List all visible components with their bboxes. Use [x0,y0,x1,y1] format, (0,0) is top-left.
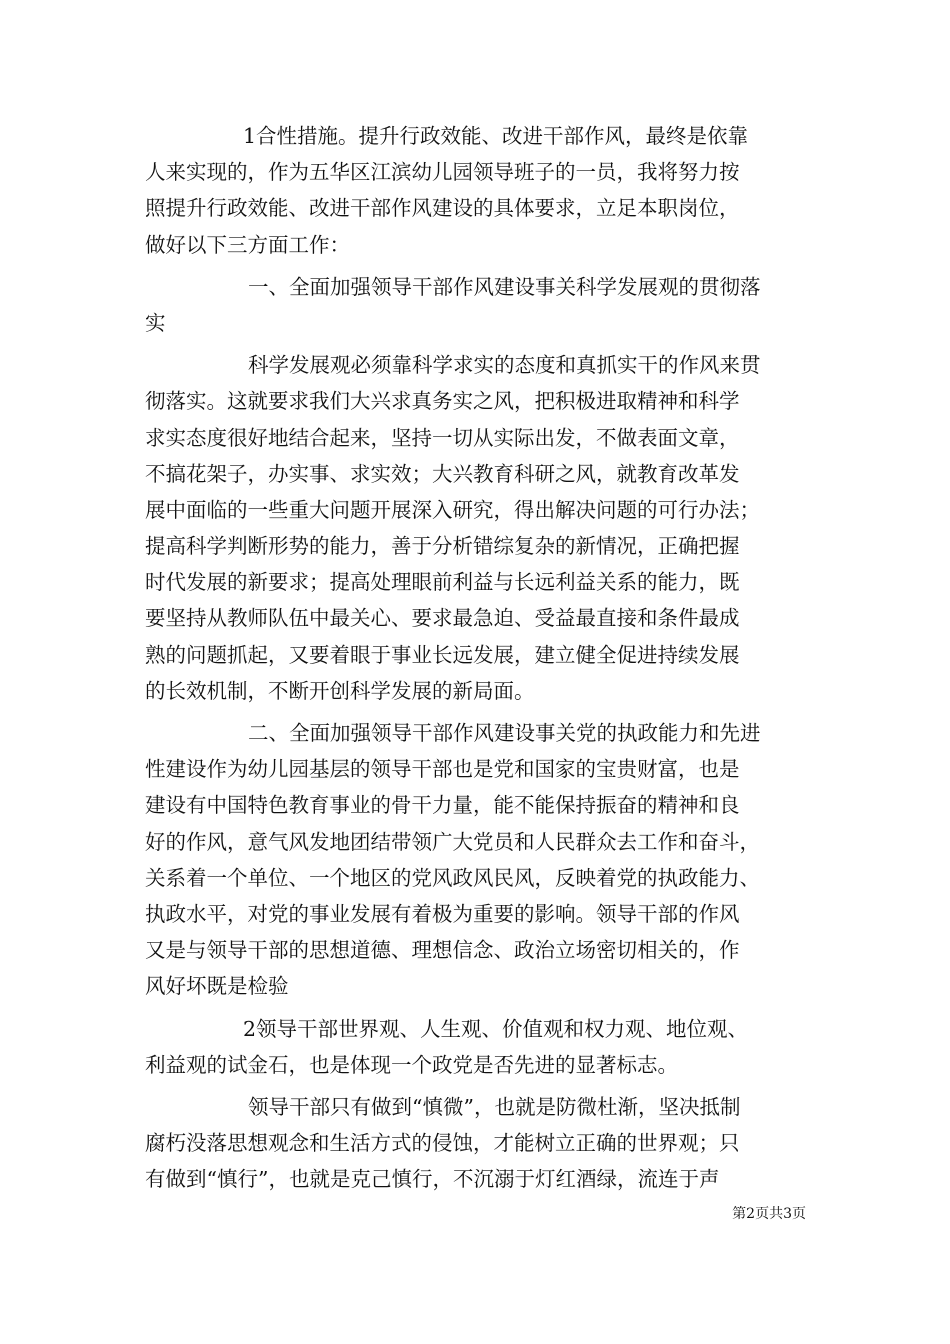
text-line: 好的作风，意气风发地团结带领广大党员和人民群众去工作和奋斗， [145,829,760,854]
text-line: 性建设作为幼儿园基层的领导干部也是党和国家的宝贵财富，也是 [145,757,740,782]
page-number: 第2页共3页 [732,1206,806,1222]
text-line: 1合性措施。提升行政效能、改进干部作风，最终是依靠 [243,124,749,148]
text-line: 又是与领导干部的思想道德、理想信念、政治立场密切相关的，作 [145,938,740,963]
text-line: 有做到“慎行”，也就是克己慎行，不沉溺于灯红酒绿，流连于声 [145,1167,720,1192]
text-line: 彻落实。这就要求我们大兴求真务实之风，把积极进取精神和科学 [145,389,740,414]
text-line: 求实态度很好地结合起来，坚持一切从实际出发，不做表面文章， [145,425,740,450]
text-line: 要坚持从教师队伍中最关心、要求最急迫、受益最直接和条件最成 [145,606,740,631]
text-line: 腐朽没落思想观念和生活方式的侵蚀，才能树立正确的世界观；只 [145,1131,740,1156]
text-line: 2领导干部世界观、人生观、价值观和权力观、地位观、 [243,1016,749,1041]
section-heading: 一、全面加强领导干部作风建设事关科学发展观的贯彻落 [248,274,761,299]
text-line: 时代发展的新要求；提高处理眼前利益与长远利益关系的能力，既 [145,570,740,595]
text-line: 的长效机制，不断开创科学发展的新局面。 [145,678,535,703]
text-line: 关系着一个单位、一个地区的党风政风民风，反映着党的执政能力、 [145,865,760,890]
text-line: 不搞花架子，办实事、求实效；大兴教育科研之风，就教育改革发 [145,461,740,486]
text-line: 展中面临的一些重大问题开展深入研究，得出解决问题的可行办法； [145,497,760,522]
text-line: 照提升行政效能、改进干部作风建设的具体要求，立足本职岗位， [145,196,740,221]
text-line: 熟的问题抓起，又要着眼于事业长远发展，建立健全促进持续发展 [145,642,740,667]
section-heading: 二、全面加强领导干部作风建设事关党的执政能力和先进 [248,721,761,745]
section-heading-cont: 实 [145,310,166,335]
text-line: 执政水平，对党的事业发展有着极为重要的影响。领导干部的作风 [145,901,740,926]
text-line: 领导干部只有做到“慎微”，也就是防微杜渐，坚决抵制 [248,1094,741,1119]
text-line: 人来实现的，作为五华区江滨幼儿园领导班子的一员，我将努力按 [145,160,740,185]
text-line: 风好坏既是检验 [145,974,289,999]
text-line: 提高科学判断形势的能力，善于分析错综复杂的新情况，正确把握 [145,534,740,559]
text-line: 科学发展观必须靠科学求实的态度和真抓实干的作风来贯 [248,353,761,378]
text-line: 利益观的试金石，也是体现一个政党是否先进的显著标志。 [145,1052,678,1077]
body-text [145,118,825,1197]
text-line: 建设有中国特色教育事业的骨干力量，能不能保持振奋的精神和良 [145,793,740,818]
text-line: 做好以下三方面工作： [145,232,350,257]
